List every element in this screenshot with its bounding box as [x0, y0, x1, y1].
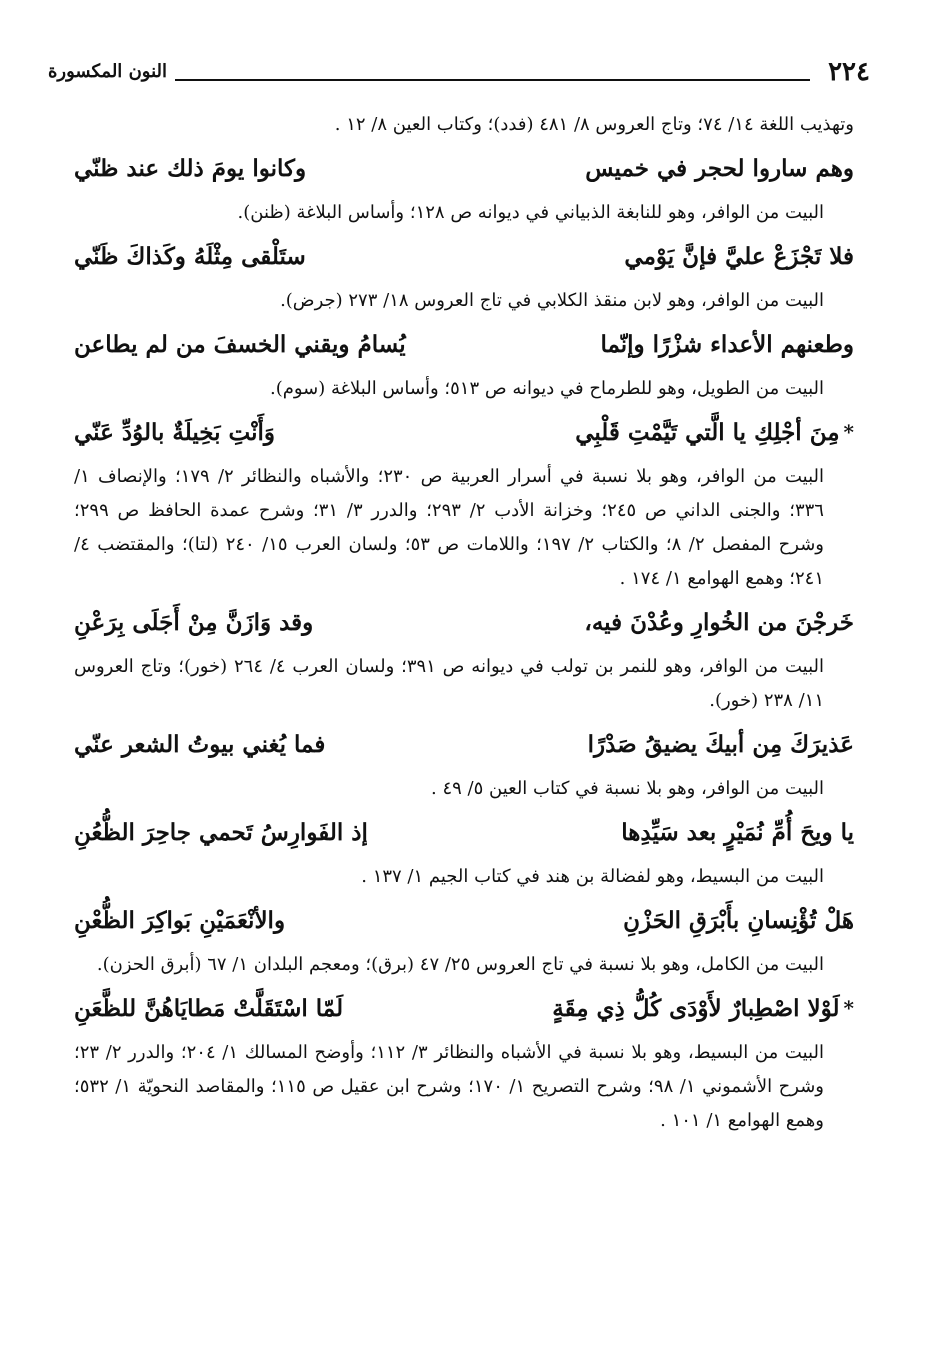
second-hemistich: إذ الفَوارِسُ تَحمي جاحِرَ الظُّعُنِ — [74, 818, 368, 846]
star-marker: * — [843, 420, 854, 444]
second-hemistich: يُسامُ ويقني الخسفَ من لم يطاعن — [74, 330, 406, 358]
first-hemistich: وهم ساروا لحجر في خميس — [585, 154, 854, 182]
verse-line — [74, 144, 854, 192]
reference-note: البيت من الوافر، وهو بلا نسبة في كتاب العين ٥/ ٤٩ . — [431, 778, 824, 799]
first-hemistich: يا ويحَ أُمِّ نُمَيْرٍ بعد سَيِّدِها — [621, 818, 854, 846]
reference-note: البيت من الوافر، وهو للنابغة الذبياني في ديوانه ص ١٢٨؛ وأساس البلاغة (ظنن). — [237, 202, 824, 223]
verse-line — [74, 896, 854, 944]
second-hemistich: وقد وَازَنَّ مِنْ أَجَلَى بِرَعْنِ — [74, 608, 314, 636]
header-rule — [175, 79, 810, 81]
page-number: ٢٢٤ — [828, 57, 870, 87]
first-hemistich: مِنَ أجْلِكِ يا الَّتي تَيَّمْتِ قَلْبِي — [575, 418, 840, 446]
first-hemistich-group — [552, 995, 854, 1022]
verse-line — [74, 232, 854, 280]
first-hemistich: فلا تَجْزَعْ عليَّ فإنَّ يَوْمي — [624, 242, 854, 270]
reference-note: البيت من البسيط، وهو لفضالة بن هند في كتاب الجيم ١/ ١٣٧ . — [361, 866, 824, 887]
verse-line — [74, 720, 854, 768]
verse-line — [74, 320, 854, 368]
first-hemistich: عَذيرَكَ مِن أبيكَ يضيقُ صَدْرًا — [587, 730, 854, 758]
verse-line — [74, 408, 854, 456]
reference-note: البيت من الكامل، وهو بلا نسبة في تاج العروس ٢٥/ ٤٧ (برق)؛ ومعجم البلدان ١/ ٦٧ (أبرق الحزن). — [96, 954, 824, 975]
first-hemistich-group — [575, 419, 854, 446]
page-header — [48, 52, 870, 92]
running-title: النون المكسورة — [48, 61, 168, 82]
reference-note: البيت من الوافر، وهو بلا نسبة في أسرار العربية ص ٢٣٠؛ والأشباه والنظائر ٢/ ١٧٩؛ والإنصاف ١/ ٣٣٦؛ والجنى الداني ص ٢٤٥؛ وخزانة الأدب ٢/ ٢٩٣؛ والدرر ٣/ ٣١؛ وشرح عمدة الحافظ ص ٢٩٩؛ وشرح المفصل ٢/ ٨؛ والكتاب ٢/ ١٩٧؛ واللامات ص ٥٣؛ ولسان العرب ١٥/ ٢٤٠ (لتا)؛ والمقتضب ٤/ ٢٤١؛ وهمع الهوامع ١/ ١٧٤ . — [74, 466, 824, 589]
second-hemistich: ستَلْقى مِثْلَهُ وكَذاكَ ظَنّي — [74, 242, 306, 270]
second-hemistich: والأنْعَمَيْنِ بَواكِرَ الظُّعْنِ — [74, 906, 286, 934]
star-marker: * — [843, 996, 854, 1020]
verse-line — [74, 598, 854, 646]
page-body — [74, 108, 854, 1338]
second-hemistich: لَمّا اسْتَقَلَّتْ مَطايَاهُنَّ للظَّعَنِ — [74, 994, 344, 1022]
first-hemistich: خَرجْنَ من الخُوارِ وعُدْنَ فيه، — [584, 608, 854, 636]
first-hemistich: هَلْ تُؤْنِسانِ بأَبْرَقِ الحَزْنِ — [623, 906, 854, 934]
first-hemistich: لَوْلا اصْطِبارٌ لأَوْدَى كُلُّ ذِي مِقَةٍ — [552, 994, 840, 1022]
reference-note: البيت من الوافر، وهو للنمر بن تولب في ديوانه ص ٣٩١؛ ولسان العرب ٤/ ٢٦٤ (خور)؛ وتاج العروس ١١/ ٢٣٨ (خور). — [74, 656, 824, 711]
verse-line — [74, 984, 854, 1032]
second-hemistich: وكانوا يومَ ذلك عند ظنّي — [74, 154, 307, 182]
reference-note: البيت من الوافر، وهو لابن منقذ الكلابي في تاج العروس ١٨/ ٢٧٣ (جرض). — [280, 290, 824, 311]
verse-line — [74, 808, 854, 856]
reference-note: البيت من الطويل، وهو للطرماح في ديوانه ص ٥١٣؛ وأساس البلاغة (سوم). — [269, 378, 824, 399]
reference-note: البيت من البسيط، وهو بلا نسبة في الأشباه والنظائر ٣/ ١١٢؛ وأوضح المسالك ١/ ٢٠٤؛ والدرر ٢/ ٢٣؛ وشرح الأشموني ١/ ٩٨؛ وشرح التصريح ١/ ١٧٠؛ وشرح ابن عقيل ص ١١٥؛ والمقاصد النحويّة ١/ ٥٣٢؛ وهمع الهوامع ١/ ١٠١ . — [74, 1042, 824, 1131]
reference-note: وتهذيب اللغة ١٤/ ٧٤؛ وتاج العروس ٨/ ٤٨١ (فدد)؛ وكتاب العين ٨/ ١٢ . — [334, 114, 854, 135]
second-hemistich: وَأَنْتِ بَخِيلَةٌ بالوُدِّ عَنّي — [74, 418, 276, 446]
first-hemistich: وطعنهم الأعداء شزْرًا وإنّما — [600, 330, 854, 358]
second-hemistich: فما يُغني بيوتُ الشعر عنّي — [74, 730, 326, 758]
